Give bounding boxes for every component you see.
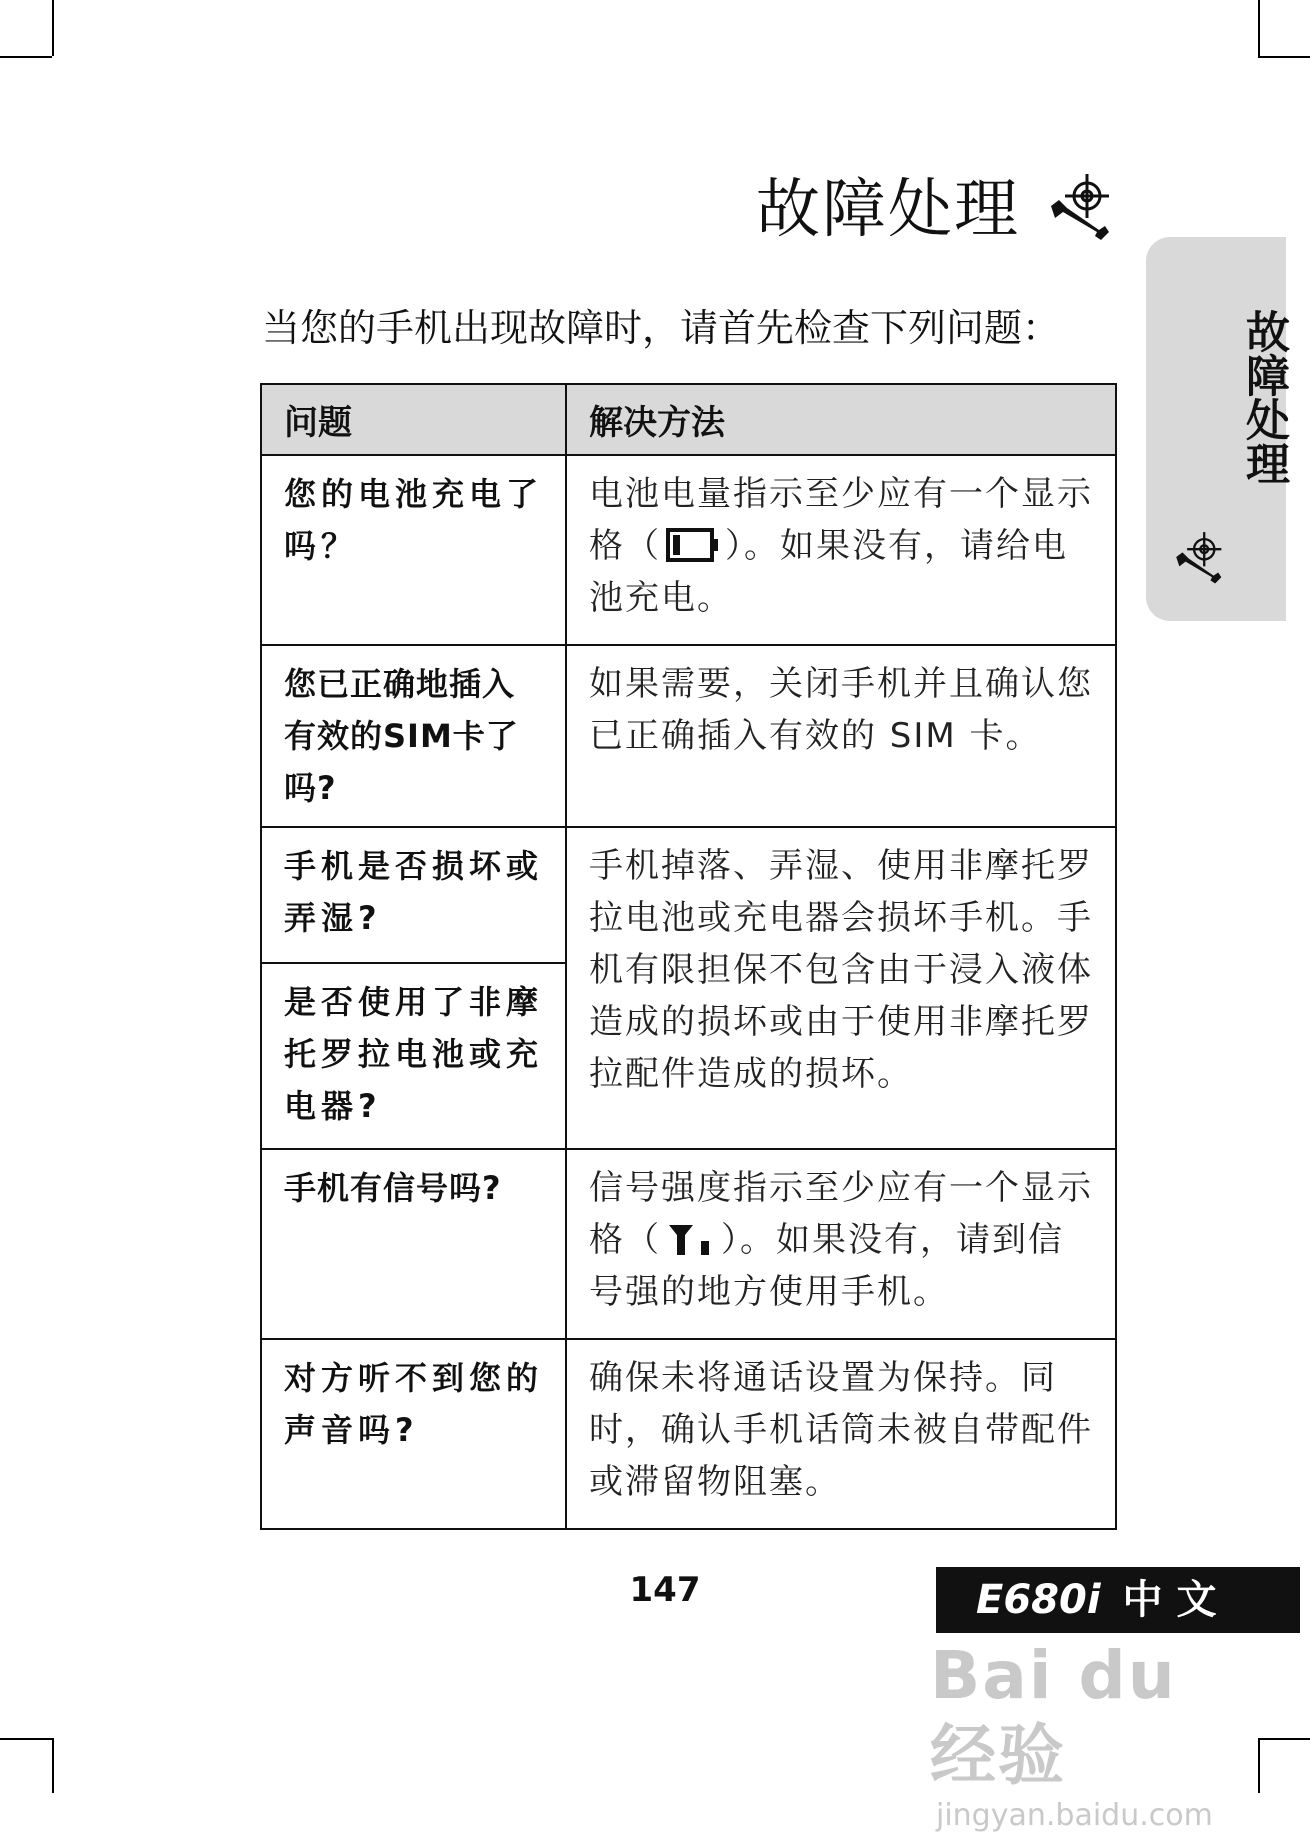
side-tab	[1146, 237, 1289, 621]
crop-mark	[1258, 56, 1310, 58]
question-cell: 您已正确地插入有效的SIM卡了吗?	[261, 645, 566, 827]
question-cell: 对方听不到您的声音吗?	[261, 1339, 566, 1529]
language-label: 中文	[1122, 1577, 1231, 1623]
crop-mark	[1258, 1738, 1310, 1740]
model-bar	[936, 1567, 1300, 1633]
watermark-url: jingyan.baidu.com	[936, 1798, 1213, 1833]
model-name: E680i	[976, 1577, 1101, 1623]
table-row	[261, 1149, 1116, 1339]
solution-text: 信号强度指示至少应有一个显示格（	[589, 1168, 1093, 1260]
table-row	[261, 455, 1116, 645]
model-label	[976, 1575, 1231, 1625]
page-number: 147	[629, 1570, 701, 1610]
header-solution: 解决方法	[566, 384, 1116, 455]
question-cell: 是否使用了非摩托罗拉电池或充电器?	[261, 963, 566, 1149]
crop-mark	[0, 56, 52, 58]
crop-mark	[0, 1738, 52, 1740]
signal-strength-icon	[665, 1221, 717, 1257]
page-title: 故障处理	[756, 173, 1020, 247]
watermark	[930, 1636, 1260, 1833]
table-row	[261, 827, 1116, 963]
solution-text: ）。如果没有，请给电池充电。	[589, 526, 1068, 618]
intro-text: 当您的手机出现故障时，请首先检查下列问题：	[262, 306, 1061, 350]
side-tab-label: 故障处理	[1238, 309, 1289, 485]
crop-mark	[52, 1738, 54, 1793]
solution-cell: 手机掉落、弄湿、使用非摩托罗拉电池或充电器会损坏手机。手机有限担保不包含由于浸入液体造成的损坏或由于使用非摩托罗拉配件造成的损坏。	[566, 827, 1116, 1149]
troubleshooting-table	[260, 383, 1117, 1530]
question-cell: 手机是否损坏或弄湿?	[261, 827, 566, 963]
crop-mark	[1258, 0, 1260, 56]
crop-mark	[52, 0, 54, 56]
solution-cell	[566, 1149, 1116, 1339]
solution-cell: 如果需要，关闭手机并且确认您已正确插入有效的 SIM 卡。	[566, 645, 1116, 827]
wrench-target-icon	[1045, 170, 1113, 242]
wrench-target-icon	[1170, 529, 1226, 585]
table-row	[261, 645, 1116, 827]
watermark-logo: Bai du 经验	[930, 1637, 1177, 1794]
battery-icon	[665, 527, 721, 563]
header-question: 问题	[261, 384, 566, 455]
question-cell: 您的电池充电了吗？	[261, 455, 566, 645]
solution-cell: 确保未将通话设置为保持。同时，确认手机话筒未被自带配件或滞留物阻塞。	[566, 1339, 1116, 1529]
solution-text: 电池电量指示至少应有一个显示格（	[589, 474, 1093, 566]
question-cell: 手机有信号吗?	[261, 1149, 566, 1339]
solution-text: ）。如果没有，请到信号强的地方使用手机。	[589, 1220, 1064, 1312]
table-row	[261, 1339, 1116, 1529]
solution-cell	[566, 455, 1116, 645]
table-header-row	[261, 384, 1116, 455]
